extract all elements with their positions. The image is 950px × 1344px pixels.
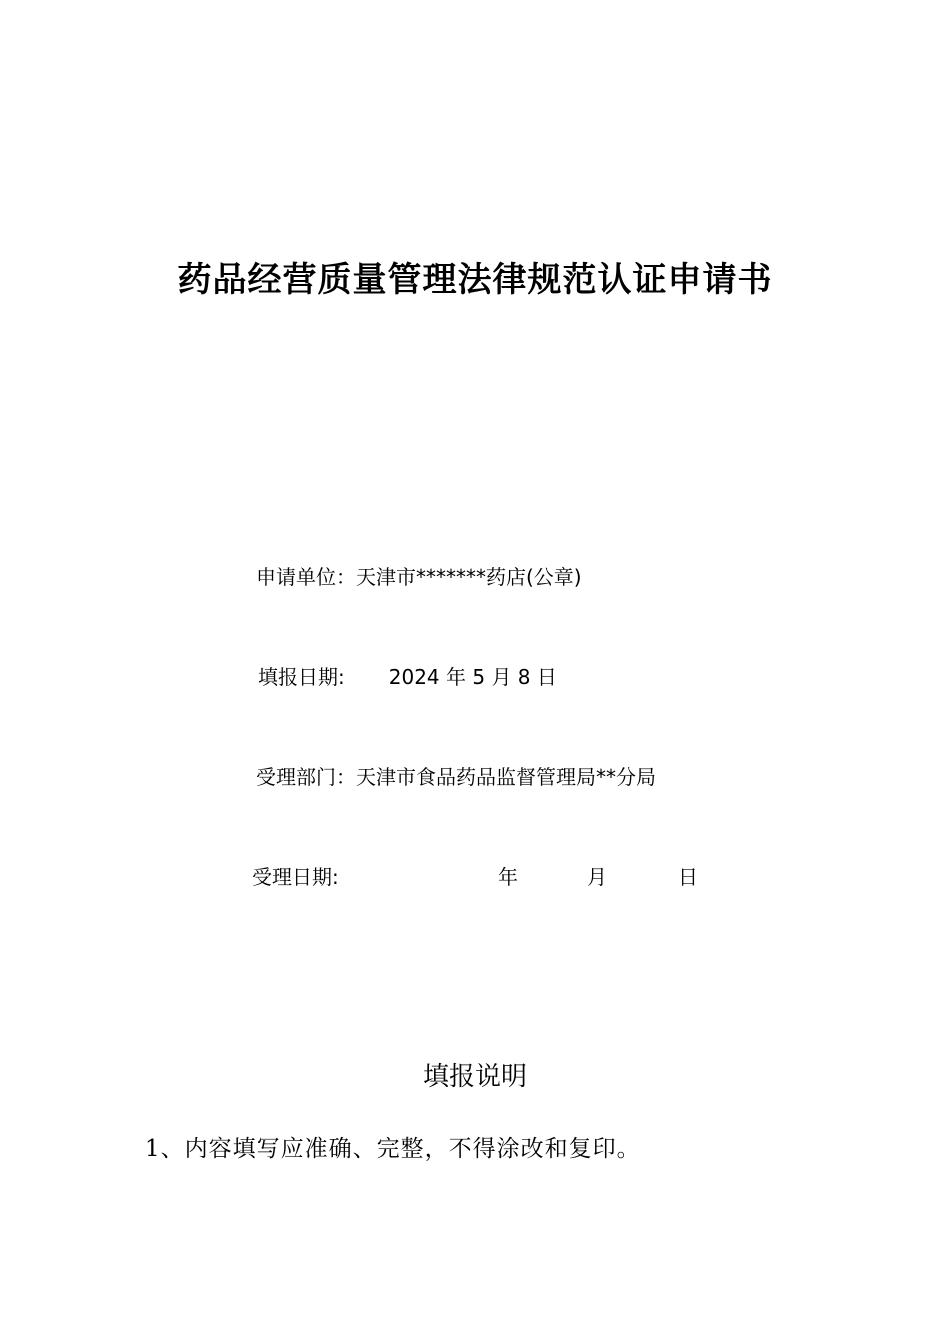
accept-date-month: 月 <box>587 865 607 889</box>
department-field <box>256 761 656 790</box>
applicant-field <box>256 561 582 590</box>
fill-date-label: 填报日期: <box>258 665 345 689</box>
applicant-label: 申请单位： <box>256 565 356 589</box>
instructions-heading: 填报说明 <box>422 1062 527 1092</box>
document-title: 药品经营质量管理法律规范认证申请书 <box>177 260 773 300</box>
department-label: 受理部门： <box>256 765 356 789</box>
department-value: 天津市食品药品监督管理局**分局 <box>356 765 656 789</box>
fill-date-field <box>258 661 557 690</box>
accept-date-field <box>252 861 339 890</box>
accept-date-year: 年 <box>498 865 518 889</box>
accept-date-day: 日 <box>678 865 698 889</box>
instruction-item: 1、内容填写应准确、完整，不得涂改和复印。 <box>145 1136 641 1162</box>
fill-date-value: 2024 年 5 月 8 日 <box>388 665 557 689</box>
accept-date-label: 受理日期: <box>252 865 339 889</box>
applicant-value: 天津市*******药店(公章) <box>356 565 582 589</box>
